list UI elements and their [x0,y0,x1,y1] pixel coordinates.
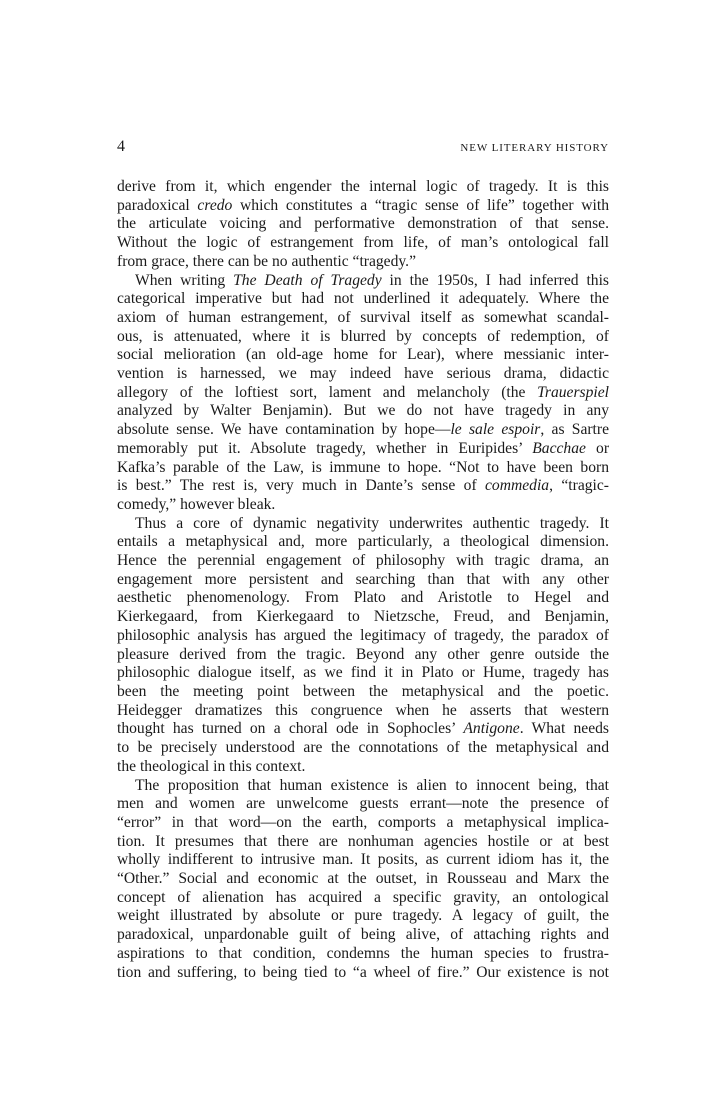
text-run: allegory of the loftiest sort, lament and melancholy (the [117,383,538,401]
text-line [117,833,609,852]
italic-phrase: Antigone [463,720,520,738]
text-line [117,346,609,365]
text-run: thought has turned on a choral ode in Sophocles’ [117,720,464,738]
page-header [117,138,609,160]
italic-phrase: Bacchae [532,439,586,457]
text-run: the theological in this context. [117,757,306,775]
text-line [117,627,609,646]
text-line [117,552,609,571]
text-run: The proposition that human existence is alien to innocent being, that [135,776,609,794]
text-line [117,720,609,739]
text-run: social melioration (an old-age home for Lear), where messianic inter- [117,346,609,364]
text-run: memorably put it. Absolute tragedy, whether in Euripides’ [117,439,533,457]
text-run: Kafka’s parable of the Law, is immune to hope. “Not to have been born [117,458,609,476]
text-run: . What needs [519,720,610,738]
text-run: vention is harnessed, we may indeed have serious drama, didactic [117,365,609,383]
text-line [117,758,609,777]
text-run: analyzed by Walter Benjamin). But we do not have tragedy in any [117,402,609,420]
text-line [117,477,609,496]
paragraph [117,178,609,272]
text-line [117,290,609,309]
text-run: from grace, there can be no authentic “tragedy.” [117,252,417,270]
text-run: Without the logic of estrangement from life, of man’s ontological fall [117,234,609,252]
text-line [117,178,609,197]
paragraph [117,777,609,983]
italic-phrase: credo [197,196,233,214]
text-run: or [585,439,610,457]
text-run: men and women are unwelcome guests errant—note the presence of [117,795,609,813]
italic-phrase: The Death of Tragedy [233,271,382,289]
text-line [117,253,609,272]
italic-phrase: le sale espoir [450,421,541,439]
text-run: been the meeting point between the metaphysical and the poetic. [117,682,609,700]
running-head: NEW LITERARY HISTORY [460,142,609,154]
text-line [117,571,609,590]
text-line [117,197,609,216]
text-line [117,421,609,440]
text-line [117,889,609,908]
text-run: is best.” The rest is, very much in Dante’s sense of [117,477,486,495]
text-line [117,459,609,478]
text-run: Heidegger dramatizes this congruence when he asserts that western [117,701,609,719]
text-line [117,964,609,983]
text-line [117,870,609,889]
paragraph [117,515,609,777]
text-line [117,739,609,758]
text-run: ous, is attenuated, where it is blurred by concepts of redemption, of [117,327,609,345]
text-run: philosophic analysis has argued the legitimacy of tragedy, the paradox of [117,626,609,644]
italic-phrase: commedia [485,477,550,495]
text-run: Kierkegaard, from Kierkegaard to Nietzsche, Freud, and Benjamin, [117,608,609,626]
text-line [117,646,609,665]
text-run: to be precisely understood are the connotations of the metaphysical and [117,739,609,757]
text-line [117,384,609,403]
text-run: entails a metaphysical and, more particularly, a theological dimension. [117,533,609,551]
text-run: absolute sense. We have contamination by hope— [117,421,451,439]
text-run: , “tragic- [549,477,609,495]
text-line [117,795,609,814]
text-run: “Other.” Social and economic at the outset, in Rousseau and Marx the [117,870,609,888]
body-text [117,178,609,982]
text-run: aesthetic phenomenology. From Plato and Aristotle to Hegel and [117,589,609,607]
paragraph [117,272,609,515]
text-run: paradoxical, unpardonable guilt of being alive, of attaching rights and [117,926,609,944]
text-line [117,777,609,796]
text-line [117,683,609,702]
text-run: When writing [135,271,234,289]
text-line [117,440,609,459]
text-run: tion. It presumes that there are nonhuman agencies hostile or at best [117,832,609,850]
text-run: engagement more persistent and searching than that with any other [117,570,609,588]
text-line [117,234,609,253]
text-run: categorical imperative but had not underlined it adequately. Where the [117,290,609,308]
text-run: in the 1950s, I had inferred this [381,271,610,289]
text-run: pleasure derived from the tragic. Beyond any other genre outside the [117,645,609,663]
book-page [117,138,609,982]
text-line [117,814,609,833]
text-line [117,851,609,870]
text-run: paradoxical [117,196,198,214]
text-run: Thus a core of dynamic negativity underwrites authentic tragedy. It [135,514,609,532]
text-line [117,533,609,552]
text-run: wholly indifferent to intrusive man. It posits, as current idiom has it, the [117,851,609,869]
text-run: “error” in that word—on the earth, comports a metaphysical implica- [117,813,609,831]
text-line [117,608,609,627]
page-number: 4 [117,138,125,155]
text-line [117,515,609,534]
text-run: philosophic dialogue itself, as we find it in Plato or Hume, tragedy has [117,664,609,682]
italic-phrase: Trauerspiel [537,383,609,401]
text-run: which constitutes a “tragic sense of life” together with [232,196,609,214]
text-line [117,945,609,964]
text-run: weight illustrated by absolute or pure tragedy. A legacy of guilt, the [117,907,609,925]
text-run: Hence the perennial engagement of philosophy with tragic drama, an [117,552,609,570]
text-line [117,496,609,515]
text-line [117,907,609,926]
text-run: axiom of human estrangement, of survival itself as somewhat scandal- [117,308,609,326]
text-line [117,309,609,328]
text-run: the articulate voicing and performative demonstration of that sense. [117,215,609,233]
text-run: aspirations to that condition, condemns the human species to frustra- [117,944,609,962]
text-run: comedy,” however bleak. [117,495,276,513]
text-line [117,272,609,291]
text-line [117,664,609,683]
text-line [117,215,609,234]
text-line [117,328,609,347]
text-line [117,402,609,421]
text-run: tion and suffering, to being tied to “a wheel of fire.” Our existence is not [117,963,609,981]
text-line [117,702,609,721]
text-run: concept of alienation has acquired a specific gravity, an ontological [117,888,609,906]
text-run: , as Sartre [540,421,610,439]
text-line [117,926,609,945]
text-run: derive from it, which engender the internal logic of tragedy. It is this [117,178,609,195]
text-line [117,589,609,608]
text-line [117,365,609,384]
